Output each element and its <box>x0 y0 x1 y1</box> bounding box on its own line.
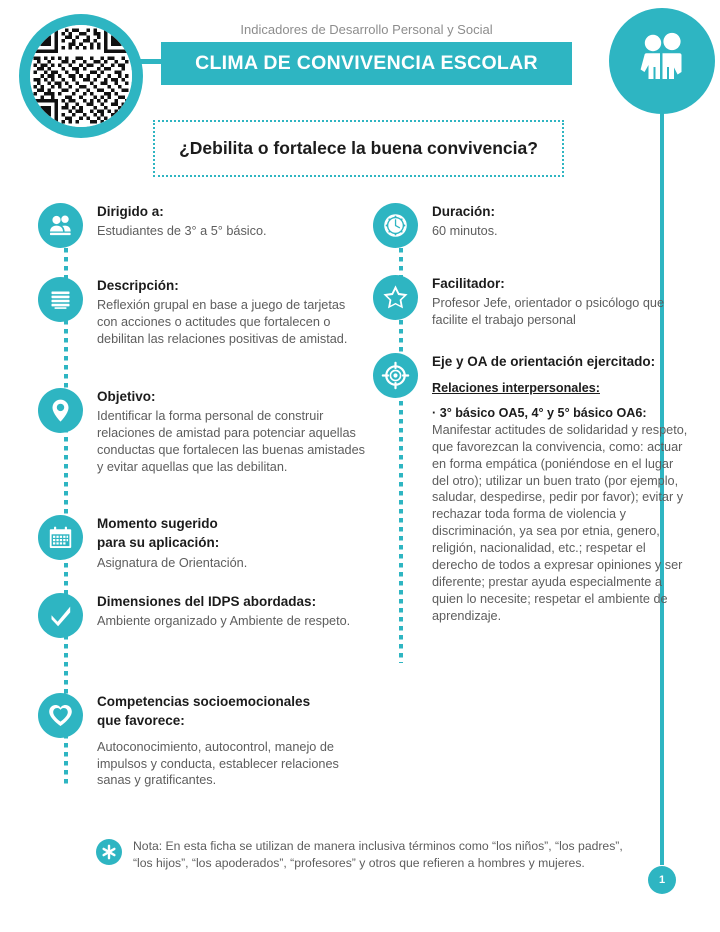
section-eje-y-oa <box>373 353 693 625</box>
section-heading: Objetivo: <box>97 389 156 404</box>
section-competencias-socioemocionales <box>38 693 368 789</box>
two-people-icon <box>609 8 715 114</box>
section-heading-line1: Momento sugerido <box>97 516 218 531</box>
oa-heading: · 3° básico OA5, 4° y 5° básico OA6: <box>432 406 647 421</box>
heart-icon <box>38 693 83 738</box>
section-text: Asignatura de Orientación. <box>97 555 248 570</box>
section-heading: Descripción: <box>97 278 179 293</box>
section-body <box>432 275 693 329</box>
oa-text: Manifestar actitudes de solidaridad y respeto, que favorezcan la convivencia, como: actuar en forma empática (poniéndose en el lugar del otro); utilizar un buen trato (por ejemplo, saludar, despedirse, pedir por favor); evitar y rechazar toda forma de violencia y discriminación, ya sea por etnia, genero, religión, nacionalidad, etc.; respetar el derecho de todos a expresar opiniones y ser diferente; prestar ayuda especialmente a quien lo necesite; respetar el ambiente de aprendizaje. <box>432 422 688 623</box>
section-heading: Facilitador: <box>432 276 505 291</box>
section-body <box>97 515 247 572</box>
section-text: Ambiente organizado y Ambiente de respeto. <box>97 614 351 629</box>
section-duracion <box>373 203 693 248</box>
section-text: 60 minutos. <box>432 224 498 239</box>
people-group-icon <box>38 203 83 248</box>
section-body <box>432 353 693 625</box>
star-icon <box>373 275 418 320</box>
footer-note-line1: Nota: En esta ficha se utilizan de manera inclusiva términos como “los niños”, “los padres”, <box>133 839 623 853</box>
page-title: ¿Debilita o fortalece la buena convivencia? <box>179 138 538 158</box>
section-body <box>97 593 350 630</box>
section-objetivo <box>38 388 368 476</box>
footer-note-line2: “los hijos”, “los apoderados”, “profesores” y otros que refieren a hombres y mujeres. <box>133 855 585 870</box>
section-body <box>97 388 368 476</box>
activity-title-box <box>153 120 564 177</box>
section-heading: Eje y OA de orientación ejercitado: <box>432 354 656 369</box>
section-momento-sugerido <box>38 515 368 572</box>
section-heading-line2: para su aplicación: <box>97 535 220 551</box>
qr-code-badge[interactable] <box>19 14 143 138</box>
header-band <box>161 42 572 85</box>
supertitle: Indicadores de Desarrollo Personal y Social <box>240 22 493 37</box>
page-number-badge: 1 <box>648 866 676 894</box>
section-subheading: Relaciones interpersonales: <box>432 381 600 396</box>
section-text: Autoconocimiento, autocontrol, manejo de impulsos y conducta, establecer relaciones sanas y gratificantes. <box>97 739 339 788</box>
header-band-title: CLIMA DE CONVIVENCIA ESCOLAR <box>195 52 538 74</box>
section-body <box>97 277 368 348</box>
section-descripcion <box>38 277 368 348</box>
qr-code-icon <box>30 25 132 127</box>
asterisk-icon <box>96 839 122 865</box>
section-dirigido-a <box>38 203 368 248</box>
document-lines-icon <box>38 277 83 322</box>
section-heading: Dirigido a: <box>97 204 164 219</box>
section-heading-line2: que favorece: <box>97 713 185 729</box>
section-text: Profesor Jefe, orientador o psicólogo que facilite el trabajo personal <box>432 296 665 328</box>
section-heading: Dimensiones del IDPS abordadas: <box>97 594 317 609</box>
footer-note-text <box>133 838 623 872</box>
section-heading-line1: Competencias socioemocionales <box>97 694 311 709</box>
section-text: Identificar la forma personal de construir relaciones de amistad para potenciar aquellas conductas que fortalecen las buenas amistades y evitar aquellas que las debilitan. <box>97 409 366 474</box>
check-mark-icon <box>38 593 83 638</box>
target-crosshair-icon <box>373 353 418 398</box>
location-pin-icon <box>38 388 83 433</box>
clock-icon <box>373 203 418 248</box>
section-body <box>432 203 498 240</box>
section-dimensiones-idps <box>38 593 368 638</box>
section-facilitador <box>373 275 693 329</box>
section-body <box>97 693 368 789</box>
footer-note <box>96 838 626 872</box>
section-text: Estudiantes de 3° a 5° básico. <box>97 224 267 239</box>
section-text: Reflexión grupal en base a juego de tarjetas con acciones o actitudes que fortalecen o debilitan las relaciones positivas de amistad. <box>97 298 348 346</box>
section-body <box>97 203 267 240</box>
calendar-icon <box>38 515 83 560</box>
section-heading: Duración: <box>432 204 496 219</box>
